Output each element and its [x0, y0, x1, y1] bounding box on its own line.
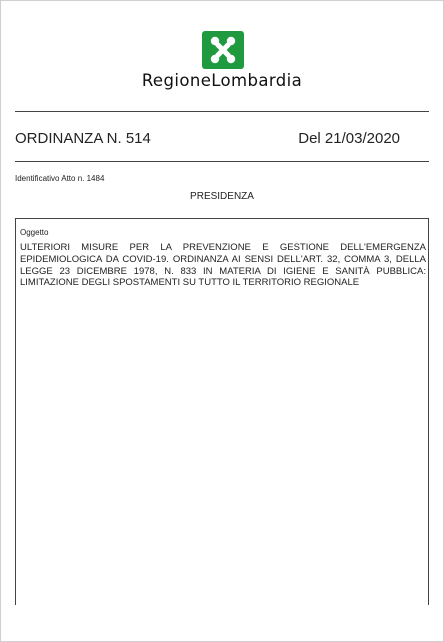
rosa-camuna-icon: [202, 31, 244, 69]
ordinanza-number: ORDINANZA N. 514: [15, 130, 151, 147]
oggetto-label: Oggetto: [20, 228, 49, 237]
issuing-office: PRESIDENZA: [190, 191, 254, 202]
identificativo-atto: Identificativo Atto n. 1484: [15, 174, 105, 183]
title-divider: [15, 161, 429, 162]
regione-lombardia-logo-icon: [202, 31, 244, 69]
ordinanza-date: Del 21/03/2020: [298, 130, 400, 147]
brand-name: RegioneLombardia: [141, 71, 303, 90]
header-divider: [15, 111, 429, 112]
oggetto-text: ULTERIORI MISURE PER LA PREVENZIONE E GESTIONE DELL'EMERGENZA EPIDEMIOLOGICA DA COVID-19. ORDINANZA AI SENSI DELL'ART. 32, COMMA 3, DELLA LEGGE 23 DICEMBRE 1978, N. 833 IN MATERIA DI IGIENE E SANITÀ PUBBLICA: LIMITAZIONE DEGLI SPOSTAMENTI SU TUTTO IL TERRITORIO REGIONALE: [20, 242, 426, 289]
oggetto-box: [15, 218, 429, 605]
